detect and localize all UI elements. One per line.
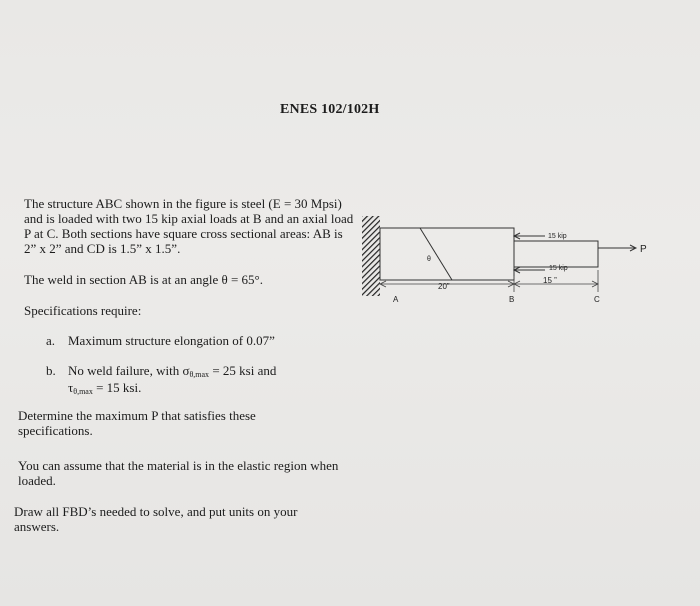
dimension-ab-label: 20” [438,282,450,291]
spec-b-line2-pre: τ [68,380,74,395]
spec-b-line1-post: = 25 ksi and [209,363,277,378]
spec-a-text: Maximum structure elongation of 0.07” [68,333,275,348]
spec-b-line1-sub: θ,max [189,370,210,379]
theta-label: θ [427,256,431,263]
load-bottom-label: 15 kip [549,265,568,272]
structure-figure [350,210,690,310]
specifications-heading: Specifications require: [24,303,142,318]
point-c-label: C [594,295,600,304]
weld-angle-statement: The weld in section AB is at an angle θ = 65°. [24,272,263,287]
load-p-label: P [640,244,647,255]
load-top-label: 15 kip [548,233,567,240]
section-bc [514,241,598,267]
weld-line [420,228,452,280]
point-b-label: B [509,295,515,304]
fixed-wall [362,216,380,296]
spec-b-marker: b. [46,363,56,378]
page-title: ENES 102/102H [280,102,380,117]
dimension-bc-label: 15 ” [543,276,557,285]
instructions-statement: Draw all FBD’s needed to solve, and put units on your answers. [14,504,298,534]
assumption-statement: You can assume that the material is in the elastic region when loaded. [18,458,339,488]
spec-b-line2-sub: θ,max [73,387,93,396]
point-a-label: A [393,295,399,304]
problem-statement: The structure ABC shown in the figure is steel (E = 30 Mpsi) and is loaded with two 15 kip axial loads at B and an axial load P at C. Both sections have square cross sectional areas: AB is 2” x 2” and CD is 1.5” x 1.5”. [24,196,354,256]
spec-a-marker: a. [46,333,56,348]
spec-b-line1-pre: No weld failure, with σ [68,363,190,378]
spec-b-line2-post: = 15 ksi. [92,380,142,395]
spec-b-line2 [68,380,141,399]
determine-statement: Determine the maximum P that satisfies these specifications. [18,408,256,438]
